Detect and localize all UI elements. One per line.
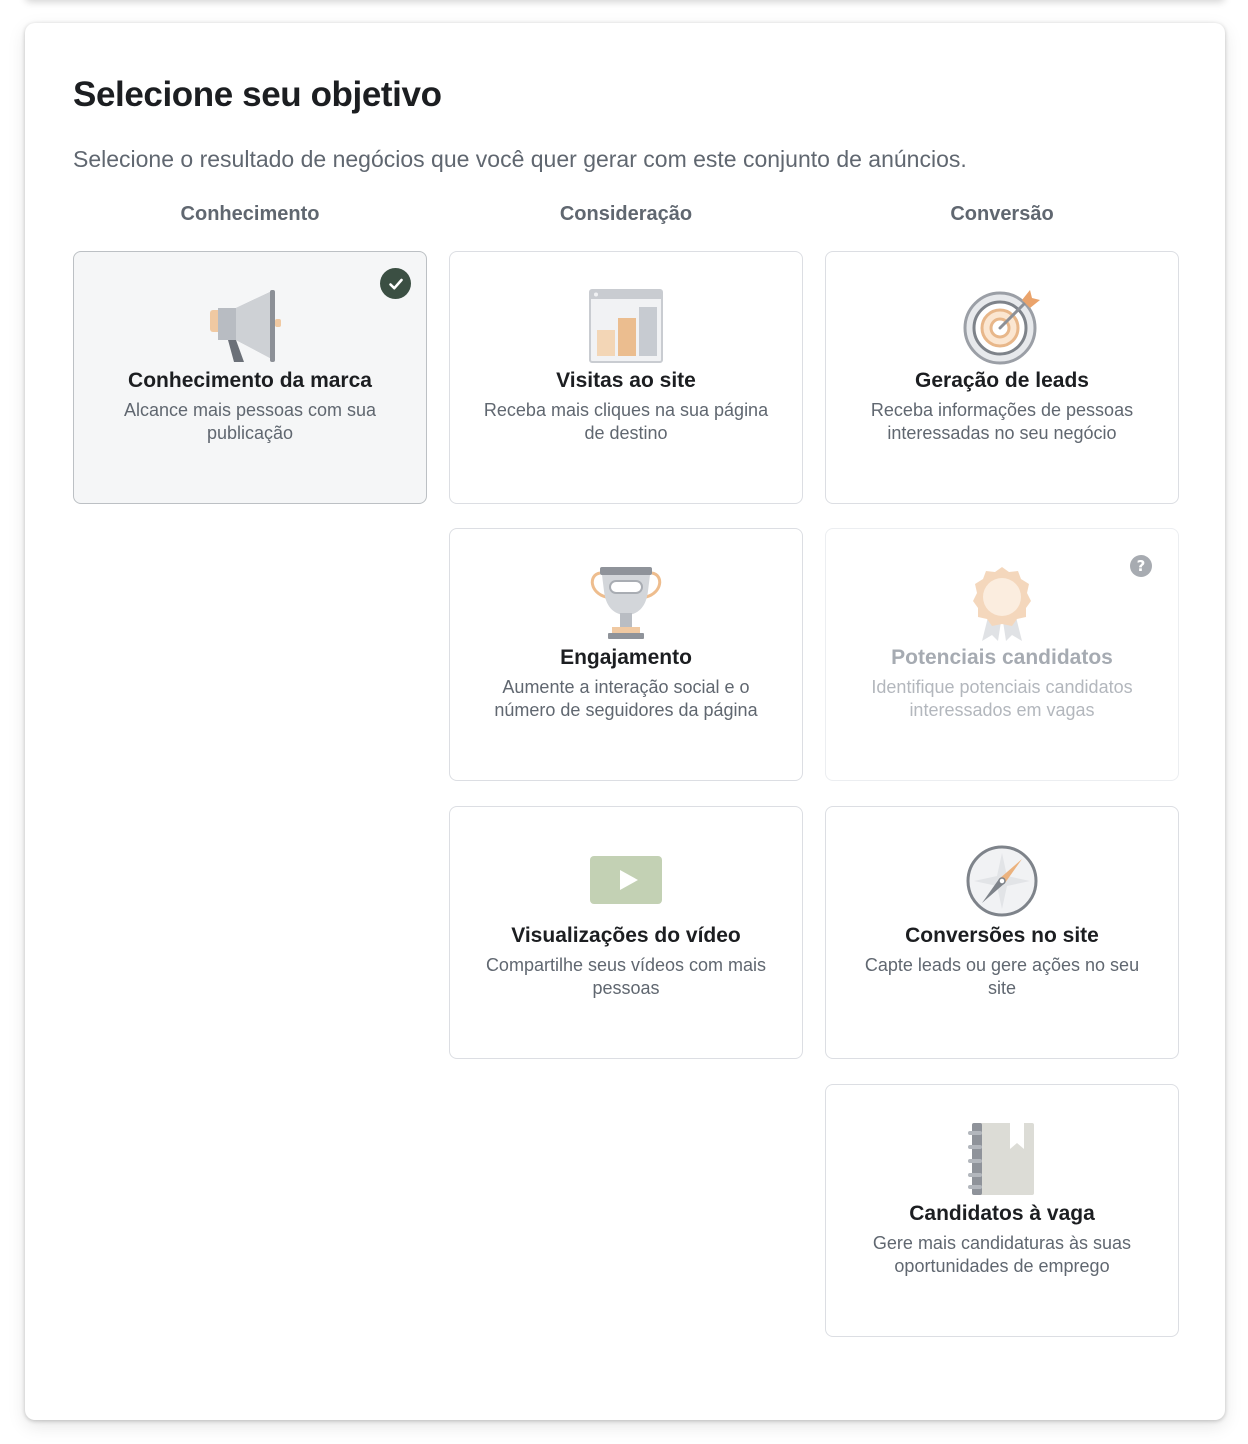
- objective-title: Engajamento: [560, 646, 692, 669]
- selected-check-icon: [380, 268, 411, 299]
- megaphone-icon: [210, 286, 290, 366]
- objective-title: Potenciais candidatos: [891, 646, 1113, 669]
- objective-title: Conhecimento da marca: [128, 369, 372, 392]
- objective-card-site-conversions[interactable]: [825, 806, 1179, 1059]
- objective-card-job-applicants[interactable]: [825, 1084, 1179, 1337]
- video-play-icon: [586, 841, 666, 921]
- objective-title: Visualizações do vídeo: [511, 924, 741, 947]
- objective-card-lead-generation[interactable]: [825, 251, 1179, 504]
- column-heading-conversion: Conversão: [950, 203, 1054, 225]
- objective-description: Identifique potenciais candidatos interessados em vagas: [871, 677, 1133, 720]
- objective-panel: [25, 23, 1225, 1420]
- help-question-icon[interactable]: ?: [1130, 555, 1152, 577]
- target-icon: [962, 286, 1042, 366]
- notebook-icon: [962, 1119, 1042, 1199]
- objective-title: Conversões no site: [905, 924, 1099, 947]
- page-title: Selecione seu objetivo: [73, 75, 442, 114]
- objective-description: Receba mais cliques na sua página de destino: [483, 400, 769, 443]
- column-heading-consideration: Consideração: [559, 203, 693, 225]
- objective-title: Visitas ao site: [556, 369, 696, 392]
- objective-card-engagement[interactable]: [449, 528, 803, 781]
- objective-description: Gere mais candidaturas às suas oportunidades de emprego: [872, 1233, 1132, 1276]
- objective-description: Alcance mais pessoas com sua publicação: [123, 400, 377, 443]
- page-subtitle: Selecione o resultado de negócios que você quer gerar com este conjunto de anúncios.: [73, 146, 967, 172]
- compass-icon: [962, 841, 1042, 921]
- objective-description: Receba informações de pessoas interessadas no seu negócio: [870, 400, 1134, 443]
- objective-description: Aumente a interação social e o número de seguidores da página: [494, 677, 758, 720]
- objective-title: Candidatos à vaga: [909, 1202, 1095, 1225]
- column-heading-awareness: Conhecimento: [180, 203, 320, 225]
- bar-chart-browser-icon: [586, 286, 666, 366]
- award-ribbon-icon: [962, 563, 1042, 643]
- objective-card-video-views[interactable]: [449, 806, 803, 1059]
- trophy-icon: [586, 563, 666, 643]
- objective-card-site-visits[interactable]: [449, 251, 803, 504]
- objective-title: Geração de leads: [915, 369, 1089, 392]
- objective-card-brand-awareness[interactable]: [73, 251, 427, 504]
- objective-description: Capte leads ou gere ações no seu site: [864, 955, 1140, 998]
- objective-description: Compartilhe seus vídeos com mais pessoas: [485, 955, 767, 998]
- objective-card-potential-candidates: [825, 528, 1179, 781]
